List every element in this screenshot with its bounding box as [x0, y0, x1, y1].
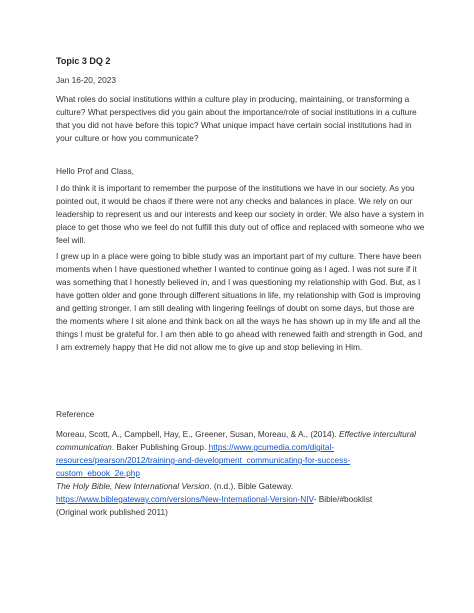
greeting: Hello Prof and Class,: [56, 166, 134, 176]
reference-entry-2: [56, 480, 426, 519]
document-title: Topic 3 DQ 2: [56, 56, 111, 66]
ref1-authors: Moreau, Scott, A., Campbell, Hay, E., Greener, Susan, Moreau, & A., (2014).: [56, 429, 339, 439]
ref1-publisher: . Baker Publishing Group.: [111, 442, 209, 452]
reference-entry-1: [56, 428, 426, 480]
ref2-title: The Holy Bible, New International Version: [56, 481, 210, 491]
ref1-link[interactable]: https://www.gcumedia.com/digital-resources/pearson/2012/training-and-development_communicating-for-success-custom_ebook_2e.php: [56, 442, 351, 478]
ref2-url-suffix: - Bible/#booklist: [313, 494, 373, 504]
response-paragraph-2: I grew up in a place were going to bible study was an important part of my culture. There have been moments when I have questioned whether I wanted to continue going as I aged. I was not sure if it was something that I honestly believed in, and I was questioning my relationship with God. But, as I have gotten older and gone through different situations in life, my relationship with God is improving and getting stronger. I am still dealing with lingering feelings of doubt on some days, but those are the moments where I sit alone and think back on all the ways he has shown up in my life and all the things I must be grateful for. I am then able to go ahead with renewed faith and strength in God, and I am extremely happy that He did not allow me to give up and stop believing in Him.: [56, 251, 423, 352]
ref1-title: Effective intercultural communication: [56, 429, 417, 452]
ref2-note: (Original work published 2011): [56, 507, 168, 517]
ref2-link[interactable]: https://www.biblegateway.com/versions/New-International-Version-NIV: [56, 494, 314, 504]
reference-heading: Reference: [56, 409, 95, 419]
document-date: Jan 16-20, 2023: [56, 75, 116, 85]
ref2-details: . (n.d.). Bible Gateway.: [209, 481, 294, 491]
response-paragraph-1: I do think it is important to remember the purpose of the institutions we have in our society. As you pointed out, it would be chaos if there were not any checks and balances in place. We rely on our leadership to represent us and our interests and keep our society in order. We also have a system in place to get those who we feel do not fulfill this duty out of office and replaced with someone who we feel will.: [56, 183, 425, 245]
discussion-prompt: What roles do social institutions within a culture play in producing, maintaining, or transforming a culture? What perspectives did you gain about the importance/role of social institutions in a culture that you did not have before this topic? What unique impact have certain social institutions had in your culture or how you communicate?: [56, 94, 417, 143]
